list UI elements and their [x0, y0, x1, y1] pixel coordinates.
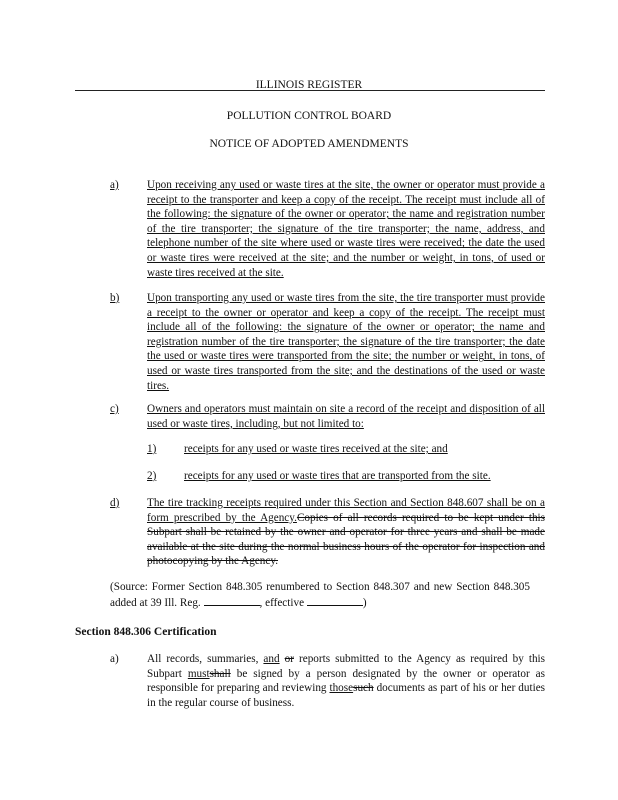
cert-a-part: documents as part of his or her duties in the regular course of business. [147, 682, 546, 709]
item-a-text: Upon receiving any used or waste tires at the site, the owner or operator must provide a receipt to the transporter and keep a copy of the receipt. The receipt must include all of the following: the signature of the owner or operator; the name and registration number of the tire transporter; the signature of the tire transporter; the name, address, and telephone number of the site where used or waste tires were received; the date the used or waste tires were received at the site; and the number or weight, in tons, of used or waste tires received at the site. [147, 179, 545, 279]
cert-a-part: All records, summaries, [147, 653, 259, 665]
register-blank [204, 595, 260, 606]
register-title: ILLINOIS REGISTER [255, 79, 363, 91]
item-c-text: Owners and operators must maintain on site a record of the receipt and disposition of all used or waste tires, including, but not limited to: [147, 403, 545, 430]
cert-a-added: and [263, 653, 280, 665]
item-c1-text: receipts for any used or waste tires received at the site; and [184, 443, 448, 455]
item-d-text [147, 496, 545, 569]
effective-blank [307, 595, 363, 606]
source-note-text: (Source: Former Section 848.305 renumbered to Section 848.307 and new Section 848.305 added at 39 Ill. Reg. [110, 581, 530, 609]
item-d-deleted-text: Copies of all records required to be kept under this Subpart shall be retained by the owner and operator for three years and shall be made available at the site during the normal business hours of the operator for inspection and photocopying by the Agency. [147, 511, 545, 568]
cert-a-added: must [187, 667, 210, 680]
item-b-text: Upon transporting any used or waste tires from the site, the tire transporter must provide a receipt to the owner or operator and keep a copy of the receipt. The receipt must include all of the following: the signature of the owner or operator; the name and registration number of the tire transporter; the signature of the tire transporter; the date the used or waste tires were transported from the site; the number or weight, in tons, of used or waste tires transported from the site; and the destinations of the used or waste tires. [147, 292, 545, 392]
source-note [110, 580, 530, 610]
board-title: POLLUTION CONTROL BOARD [226, 110, 392, 122]
item-c2-text: receipts for any used or waste tires that are transported from the site. [184, 470, 491, 482]
item-d-label: d) [110, 497, 120, 509]
item-b-label: b) [110, 292, 120, 304]
notice-title: NOTICE OF ADOPTED AMENDMENTS [209, 138, 409, 150]
item-c-label: c) [110, 403, 119, 415]
item-d-added-text: The tire tracking receipts required under this Section and Section 848.607 shall be on a form prescribed by the Agency. [147, 497, 545, 524]
source-close-paren: ) [362, 596, 367, 609]
item-c1-label: 1) [147, 443, 157, 455]
cert-a-deleted: or [284, 653, 294, 665]
cert-a-part: reports submitted to the Agency as required by this Subpart [147, 653, 546, 680]
cert-a-text [147, 652, 545, 710]
item-a-label: a) [110, 179, 119, 191]
source-effective-label: , effective [259, 596, 305, 609]
cert-a-added: those [329, 682, 354, 695]
cert-a-deleted: such [353, 682, 374, 695]
cert-a-label: a) [110, 653, 119, 665]
cert-a-deleted: shall [209, 667, 231, 680]
header-rule [75, 90, 545, 91]
section-heading: Section 848.306 Certification [75, 626, 217, 638]
item-c2-label: 2) [147, 470, 157, 482]
cert-a-part: be signed by a person designated by the owner or operator as responsible for preparing and reviewing [147, 667, 546, 695]
